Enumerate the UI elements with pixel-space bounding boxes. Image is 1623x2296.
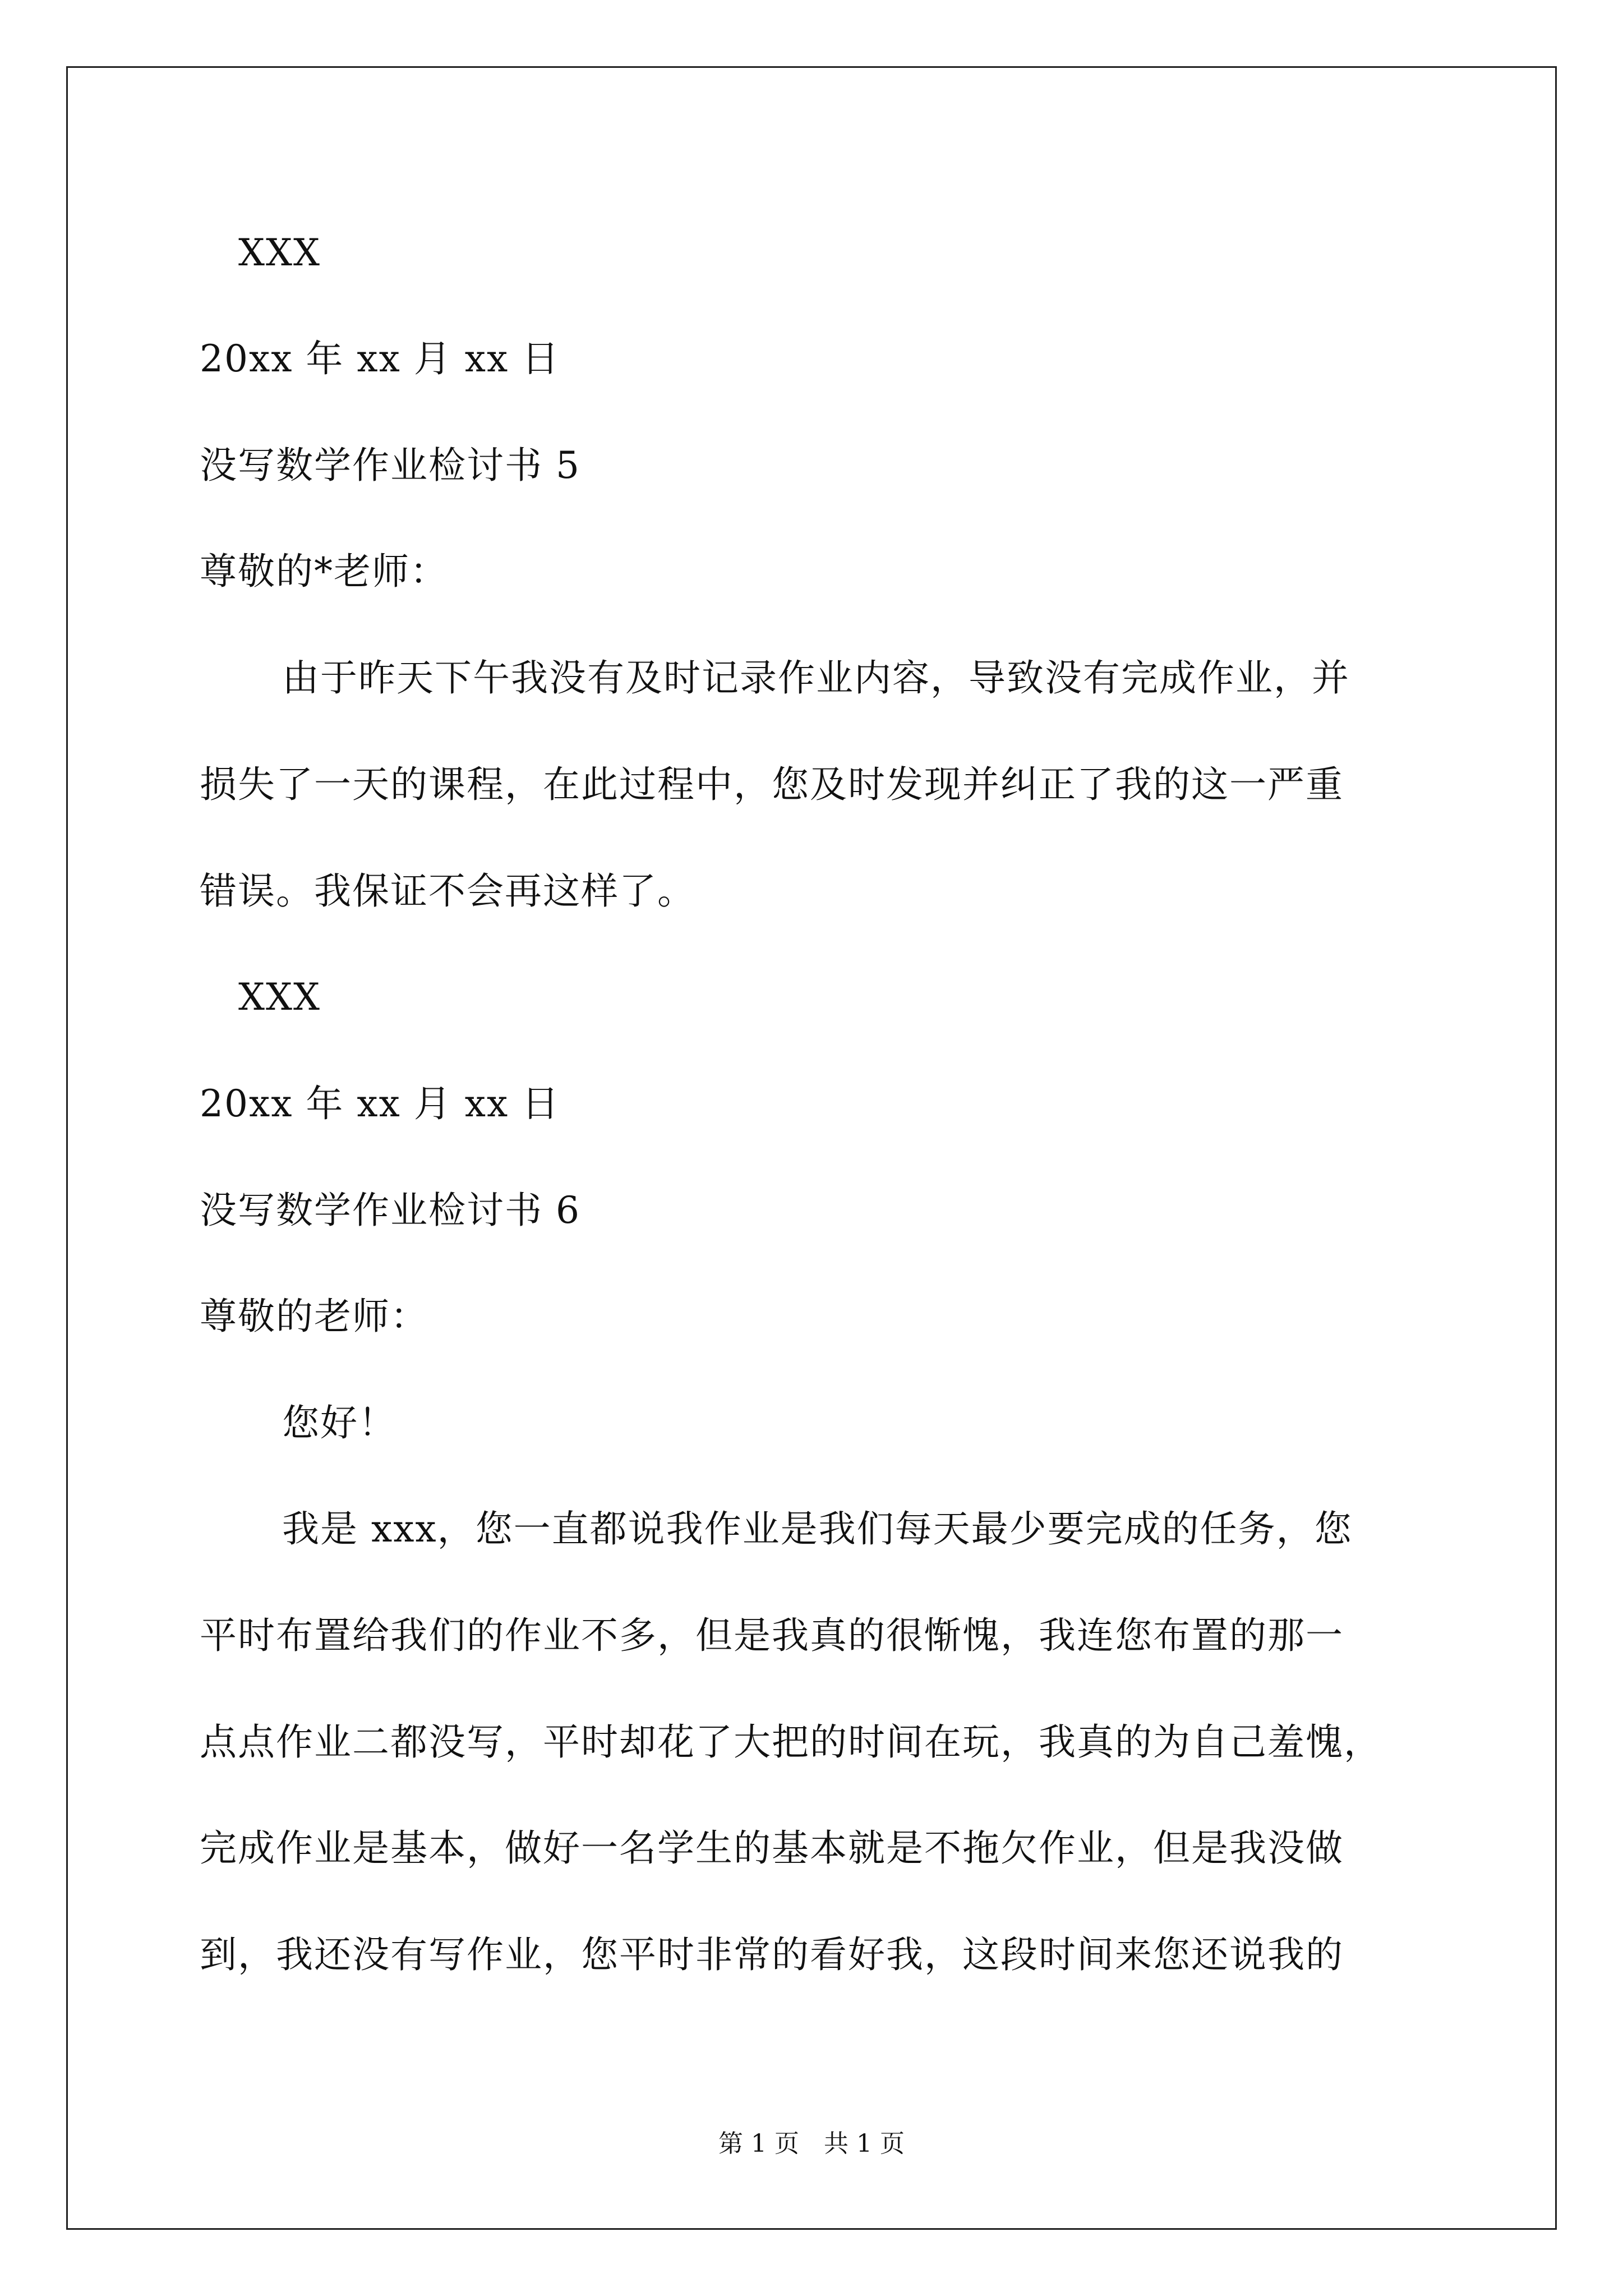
paragraph-line: 错误。我保证不会再这样了。: [200, 869, 695, 913]
greeting: 您好！: [282, 1401, 396, 1444]
paragraph-line: 点点作业二都没写，平时却花了大把的时间在玩，我真的为自己羞愧，: [200, 1720, 1382, 1764]
signature-date: 20xx 年 xx 月 xx 日: [200, 337, 560, 380]
page-footer: 第 1 页 共 1 页: [718, 2129, 905, 2158]
paragraph-line: 我是 xxx，您一直都说我作业是我们每天最少要完成的任务，您: [282, 1507, 1353, 1550]
signature-date: 20xx 年 xx 月 xx 日: [200, 1082, 560, 1125]
signature-name: XXX: [238, 231, 321, 274]
paragraph-line: 完成作业是基本，做好一名学生的基本就是不拖欠作业，但是我没做: [200, 1826, 1344, 1870]
section-title: 没写数学作业检讨书 6: [200, 1189, 580, 1232]
salutation: 尊敬的老师：: [200, 1295, 428, 1338]
page-border: [66, 66, 1557, 2230]
paragraph-line: 损失了一天的课程，在此过程中，您及时发现并纠正了我的这一严重: [200, 763, 1344, 806]
salutation: 尊敬的*老师：: [200, 550, 448, 593]
paragraph-line: 到，我还没有写作业，您平时非常的看好我，这段时间来您还说我的: [200, 1933, 1344, 1976]
section-title: 没写数学作业检讨书 5: [200, 444, 580, 487]
signature-name: XXX: [238, 976, 321, 1019]
paragraph-line: 由于昨天下午我没有及时记录作业内容，导致没有完成作业，并: [282, 656, 1350, 700]
paragraph-line: 平时布置给我们的作业不多，但是我真的很惭愧，我连您布置的那一: [200, 1614, 1344, 1657]
